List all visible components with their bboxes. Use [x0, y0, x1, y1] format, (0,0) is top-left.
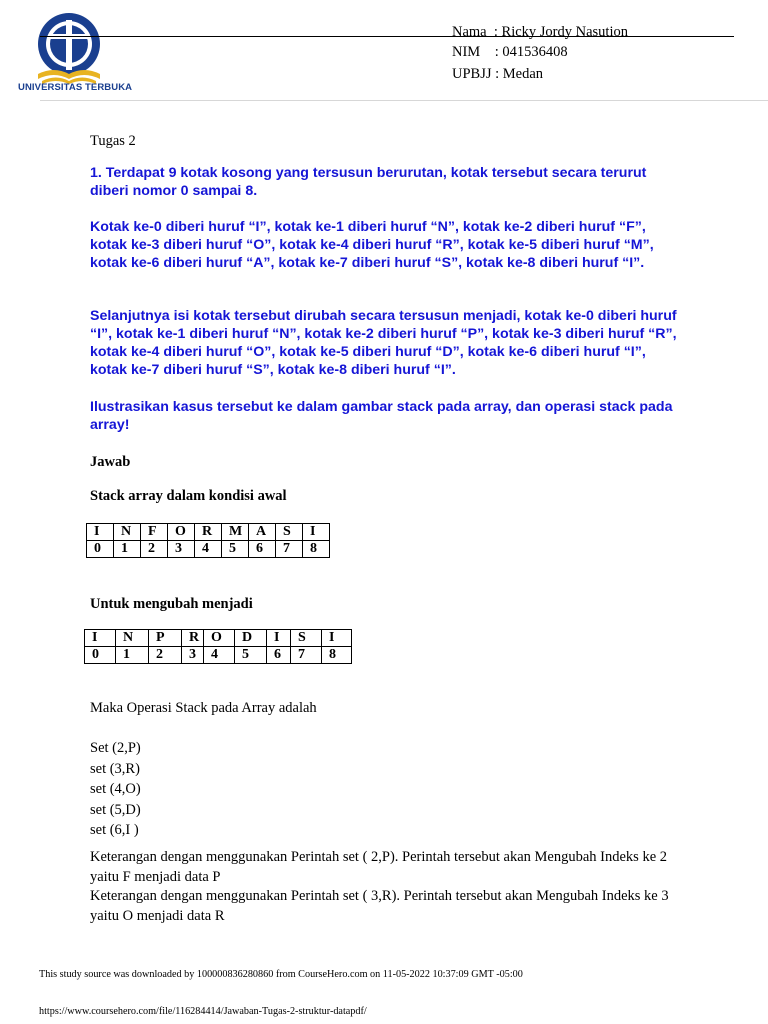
letters-row	[85, 630, 352, 647]
array-cell: N	[114, 524, 141, 541]
array-cell: N	[116, 630, 149, 647]
index-cell: 6	[267, 647, 291, 664]
index-cell: 5	[222, 541, 249, 558]
index-cell: 7	[276, 541, 303, 558]
array-cell: A	[249, 524, 276, 541]
header-divider	[40, 36, 734, 37]
header-divider-light	[40, 100, 768, 101]
student-nim: NIM : 041536408	[452, 44, 568, 60]
question-paragraph-4: Ilustrasikan kasus tersebut ke dalam gambar stack pada array, dan operasi stack pada array!	[90, 399, 673, 433]
index-cell: 7	[291, 647, 322, 664]
indexes-row	[87, 541, 330, 558]
index-cell: 2	[141, 541, 168, 558]
answer-heading: Jawab	[90, 454, 131, 470]
question-paragraph-2: Kotak ke-0 diberi huruf “I”, kotak ke-1 diberi huruf “N”, kotak ke-2 diberi huruf “F”, kotak ke-3 diberi huruf “O”, kotak ke-4 diberi huruf “R”, kotak ke-5 diberi huruf “M”, kotak ke-6 diberi huruf “A”, kotak ke-7 diberi huruf “S”, kotak ke-8 diberi huruf “I”.	[90, 219, 654, 271]
index-cell: 2	[149, 647, 182, 664]
array-cell: I	[322, 630, 352, 647]
index-cell: 5	[235, 647, 267, 664]
index-cell: 3	[168, 541, 195, 558]
new-array-table	[84, 629, 352, 664]
operation-item: set (5,D)	[90, 801, 141, 818]
array-cell: I	[85, 630, 116, 647]
index-cell: 4	[195, 541, 222, 558]
index-cell: 6	[249, 541, 276, 558]
operation-item: set (3,R)	[90, 760, 140, 777]
student-upbjj: UPBJJ : Medan	[452, 66, 544, 82]
index-cell: 0	[85, 647, 116, 664]
index-cell: 4	[204, 647, 235, 664]
array-cell: I	[267, 630, 291, 647]
index-cell: 8	[322, 647, 352, 664]
array-cell: R	[195, 524, 222, 541]
explanation-1: Keterangan dengan menggunakan Perintah set ( 2,P). Perintah tersebut akan Mengubah Indeks ke 2 yaitu F menjadi data P	[90, 849, 668, 885]
download-source-note: This study source was downloaded by 100000836280860 from CourseHero.com on 11-05-2022 10:37:09 GMT -05:00	[39, 969, 523, 980]
index-cell: 8	[303, 541, 330, 558]
operations-label: Maka Operasi Stack pada Array adalah	[90, 700, 317, 716]
letters-row	[87, 524, 330, 541]
array-cell: F	[141, 524, 168, 541]
array-cell: S	[291, 630, 322, 647]
operation-item: set (4,O)	[90, 781, 141, 797]
initial-array-label: Stack array dalam kondisi awal	[90, 488, 287, 504]
operations-list	[90, 738, 141, 841]
array-cell: R	[182, 630, 204, 647]
question-paragraph-3: Selanjutnya isi kotak tersebut dirubah secara tersusun menjadi, kotak ke-0 diberi huruf “I”, kotak ke-1 diberi huruf “N”, kotak ke-2 diberi huruf “P”, kotak ke-3 diberi huruf “R”, kotak ke-4 diberi huruf “O”, kotak ke-5 diberi huruf “D”, kotak ke-6 diberi huruf “I”, kotak ke-7 diberi huruf “S”, kotak ke-8 diberi huruf “I”.	[90, 308, 677, 378]
index-cell: 0	[87, 541, 114, 558]
index-cell: 1	[116, 647, 149, 664]
index-cell: 1	[114, 541, 141, 558]
initial-array-table	[86, 523, 330, 558]
indexes-row	[85, 647, 352, 664]
logo-text: UNIVERSITAS TERBUKA	[18, 82, 133, 93]
array-cell: O	[204, 630, 235, 647]
source-url[interactable]: https://www.coursehero.com/file/116284414/Jawaban-Tugas-2-struktur-datapdf/	[39, 1006, 367, 1017]
array-cell: S	[276, 524, 303, 541]
index-cell: 3	[182, 647, 204, 664]
assignment-title: Tugas 2	[90, 133, 136, 149]
array-cell: I	[87, 524, 114, 541]
operation-item: Set (2,P)	[90, 740, 141, 756]
explanation-2: Keterangan dengan menggunakan Perintah set ( 3,R). Perintah tersebut akan Mengubah Indeks ke 3 yaitu O menjadi data R	[90, 888, 669, 924]
change-array-label: Untuk mengubah menjadi	[90, 596, 253, 612]
question-paragraph-1: 1. Terdapat 9 kotak kosong yang tersusun berurutan, kotak tersebut secara terurut diberi nomor 0 sampai 8.	[90, 165, 647, 199]
array-cell: M	[222, 524, 249, 541]
operation-item: set (6,I )	[90, 822, 139, 838]
student-name: Nama : Ricky Jordy Nasution	[452, 24, 628, 40]
array-cell: P	[149, 630, 182, 647]
array-cell: I	[303, 524, 330, 541]
array-cell: O	[168, 524, 195, 541]
array-cell: D	[235, 630, 267, 647]
